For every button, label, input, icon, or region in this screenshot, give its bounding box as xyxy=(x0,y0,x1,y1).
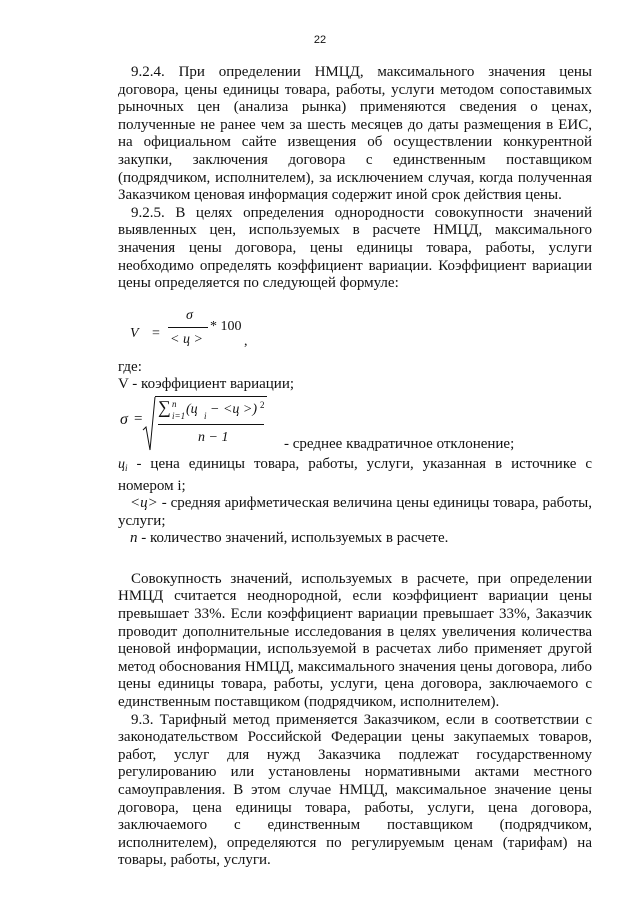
formula-sigma-sum-lower: i=1 xyxy=(172,410,186,421)
formula-sigma-term-rest: − <ц >) xyxy=(210,401,258,417)
paragraph-9-2-5: 9.2.5. В целях определения однородности совокупности значений выявленных цен, используемых в расчете НМЦД, максимального значения цены договора, цены единицы товара, работы, услуги необходимо определять коэффициент вариации. Коэффициент вариации цены определяется по следующей формуле: xyxy=(118,204,592,292)
formula-v-lhs: V xyxy=(130,325,139,341)
avg-symbol: <ц> xyxy=(130,495,158,512)
spacer xyxy=(118,548,592,571)
formula-sigma-denominator: n − 1 xyxy=(198,429,229,445)
paragraph-9-2-4: 9.2.4. При определении НМЦД, максимального значения цены договора, цены единицы товара, работы, услуги методом сопоставимых рыночных цен (анализа рынка) применяются сведения о ценах, полученные не ранее чем за шесть месяцев до даты размещения в ЕИС, на официальном сайте извещения об осуществлении конкурентной закупки, заключения договора с единственным поставщиком (подрядчиком, исполнителем), за исключением случая, когда полученная Заказчиком ценовая информация содержит иной срок действия цены. xyxy=(118,64,592,204)
formula-sigma-power: 2 xyxy=(260,399,265,410)
formula-sigma-equals: = xyxy=(134,410,143,427)
ci-definition xyxy=(118,456,592,495)
formula-sigma-term-sub: i xyxy=(204,410,207,421)
formula-sigma-term: (ц xyxy=(186,401,198,417)
formula-v-equals: = xyxy=(152,325,160,341)
sqrt-symbol-icon xyxy=(142,396,156,452)
formula-sigma-sum: ∑ xyxy=(158,396,171,417)
page-number: 22 xyxy=(313,34,327,46)
formula-sigma-lhs: σ xyxy=(120,410,128,428)
formula-sigma-sum-upper: n xyxy=(172,398,177,409)
standard-deviation-formula xyxy=(118,394,592,456)
formula-v-comma: , xyxy=(244,333,248,349)
n-definition xyxy=(118,530,592,548)
formula-v-denominator: < ц > xyxy=(170,331,203,347)
avg-definition xyxy=(118,495,592,530)
formula-sigma-fraction-line xyxy=(158,424,264,425)
formula-v-fraction-line xyxy=(168,327,208,328)
where-label: где: xyxy=(118,358,142,375)
formula-v-numerator: σ xyxy=(186,307,193,323)
avg-definition-text: - средняя арифметическая величина цены единицы товара, работы, услуги; xyxy=(118,495,592,529)
ci-symbol-sub: i xyxy=(125,462,128,473)
document-body xyxy=(118,64,592,870)
formula-v-multiplier: * 100 xyxy=(210,318,242,334)
sigma-definition: - среднее квадратичное отклонение; xyxy=(284,435,515,452)
ci-definition-text: - цена единицы товара, работы, услуги, указанная в источнике с номером i; xyxy=(118,455,592,494)
paragraph-9-3: 9.3. Тарифный метод применяется Заказчиком, если в соответствии с законодательством Российской Федерации цены закупаемых товаров, работ, услуг для нужд Заказчика подлежат государственному регулированию или установлены нормативными актами местного самоуправления. В этом случае НМЦД, максимальное значение цены договора, цена единицы товара, работы, услуги, цена договора, заключаемого с единственным поставщиком (подрядчиком, исполнителем), определяются по регулируемым ценам (тарифам) на товары, работы, услуги. xyxy=(118,711,592,869)
n-definition-text: - количество значений, используемых в расчете. xyxy=(141,530,449,547)
heterogeneity-paragraph: Совокупность значений, используемых в расчете, при определении НМЦД считается неоднородной, если коэффициент вариации цены превышает 33%. Если коэффициент вариации превышает 33%, Заказчик проводит дополнительные исследования в целях увеличения количества ценовой информации, используемой в расчетах либо применяет другой метод обоснования НМЦД, максимального значения цены договора, либо цены единицы товара, работы, услуги, цена договора, заключаемого с единственным поставщиком (подрядчиком, исполнителем). xyxy=(118,570,592,711)
ci-symbol: ц xyxy=(118,456,125,472)
n-symbol: n xyxy=(130,530,138,547)
variation-coefficient-formula xyxy=(118,307,592,359)
v-definition: V - коэффициент вариации; xyxy=(118,376,295,393)
